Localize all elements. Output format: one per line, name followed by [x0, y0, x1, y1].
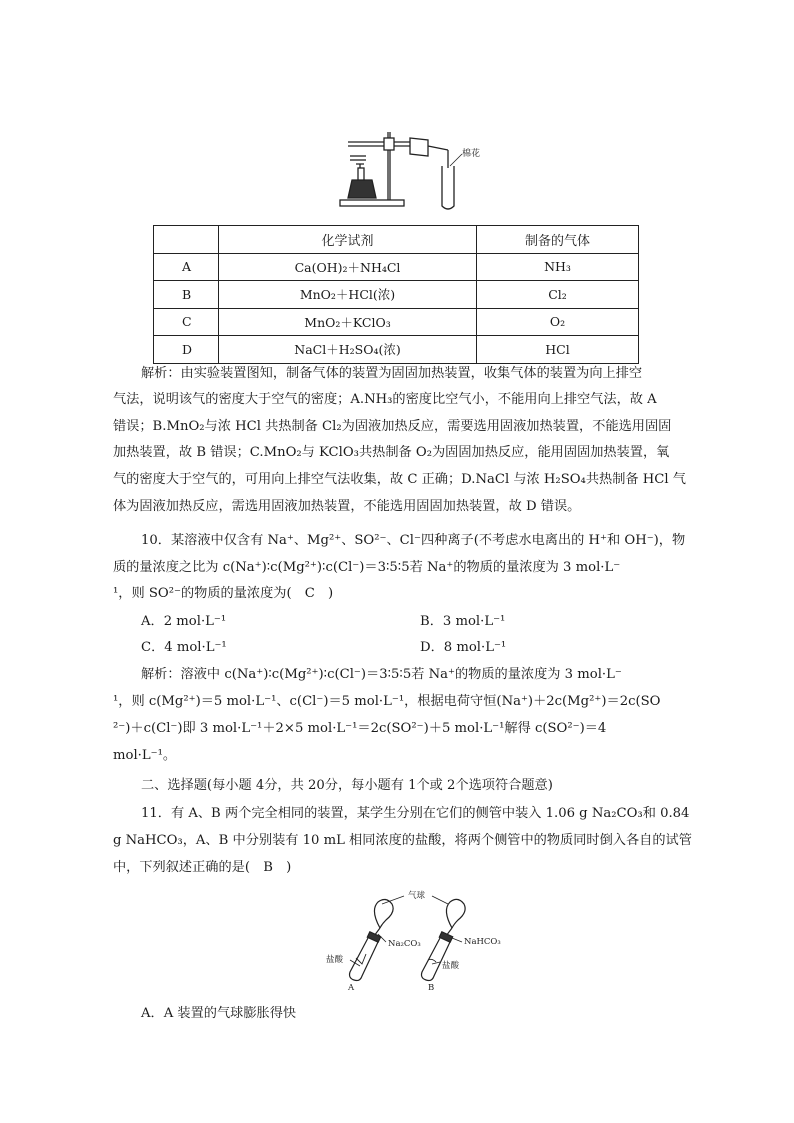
row-option: A: [154, 253, 219, 281]
analysis-line: 体为固液加热反应，需选用固液加热装置，不能选用固固加热装置，故 D 错误。: [113, 499, 581, 514]
row-reagent: MnO₂＋KClO₃: [219, 308, 477, 336]
na2co3-label: Na₂CO₃: [388, 939, 421, 949]
row-gas: HCl: [477, 336, 639, 364]
apparatus-figure-heating: [330, 128, 490, 216]
section-heading: 二、选择题(每小题 4分，共 20分，每小题有 1个或 2个选项符合题意): [141, 778, 553, 793]
analysis-line: 错误；B.MnO₂与浓 HCl 共热制备 Cl₂为固液加热反应，需要选用固液加热装置，不能选用固固: [113, 419, 672, 434]
option-b: B．3 mol·L⁻¹: [420, 614, 506, 629]
analysis-line: ²⁻)＋c(Cl⁻)即 3 mol·L⁻¹＋2×5 mol·L⁻¹＝2c(SO²⁻)＋5 mol·L⁻¹解得 c(SO²⁻)＝4: [113, 721, 607, 736]
acid-label-right: 盐酸: [442, 961, 460, 971]
table-row: [154, 281, 639, 309]
analysis-line: mol·L⁻¹。: [113, 748, 177, 763]
question-line: g NaHCO₃，A、B 中分别装有 10 mL 相同浓度的盐酸，将两个侧管中的物质同时倒入各自的试管: [113, 833, 692, 848]
analysis-line: 加热装置，故 B 错误；C.MnO₂与 KClO₃共热制备 O₂为固固加热反应，能用固固加热装置，氧: [113, 445, 670, 460]
table-row: [154, 336, 639, 364]
header-blank: [154, 226, 219, 254]
reagents-table: [153, 225, 639, 364]
row-reagent: Ca(OH)₂＋NH₄Cl: [219, 253, 477, 281]
analysis-line: 气的密度大于空气的，可用向上排空气法收集，故 C 正确；D.NaCl 与浓 H₂SO₄共热制备 HCl 气: [113, 472, 686, 487]
option-a: A．2 mol·L⁻¹: [141, 614, 227, 629]
tube-label-b: B: [428, 983, 435, 993]
question-line: ¹，则 SO²⁻的物质的量浓度为( C ): [113, 586, 334, 601]
row-option: D: [154, 336, 219, 364]
tube-label-a: A: [348, 983, 355, 993]
question-line: 质的量浓度之比为 c(Na⁺)∶c(Mg²⁺)∶c(Cl⁻)＝3∶5∶5若 Na⁺的物质的量浓度为 3 mol·L⁻: [113, 560, 621, 575]
cotton-label: 棉花: [462, 149, 481, 159]
analysis-line: ¹，则 c(Mg²⁺)＝5 mol·L⁻¹、c(Cl⁻)＝5 mol·L⁻¹，根据电荷守恒(Na⁺)＋2c(Mg²⁺)＝2c(SO: [113, 694, 661, 709]
row-gas: NH₃: [477, 253, 639, 281]
row-gas: O₂: [477, 308, 639, 336]
analysis-line: 气法，说明该气的密度大于空气的密度；A.NH₃的密度比空气小，不能用向上排空气法，故 A: [113, 392, 657, 407]
option-a: A．A 装置的气球膨胀得快: [141, 1006, 297, 1021]
header-gas: 制备的气体: [477, 226, 639, 254]
row-reagent: MnO₂＋HCl(浓): [219, 281, 477, 309]
question-line: 中，下列叙述正确的是( B ): [113, 860, 292, 875]
table-header-row: [154, 226, 639, 254]
analysis-line: 解析：由实验装置图知，制备气体的装置为固固加热装置，收集气体的装置为向上排空: [141, 366, 643, 381]
question-line: 11．有 A、B 两个完全相同的装置，某学生分别在它们的侧管中装入 1.06 g Na₂CO₃和 0.84: [141, 806, 690, 821]
option-c: C．4 mol·L⁻¹: [141, 640, 227, 655]
row-option: B: [154, 281, 219, 309]
row-option: C: [154, 308, 219, 336]
row-reagent: NaCl＋H₂SO₄(浓): [219, 336, 477, 364]
row-gas: Cl₂: [477, 281, 639, 309]
question-line: 10．某溶液中仅含有 Na⁺、Mg²⁺、SO²⁻、Cl⁻四种离子(不考虑水电离出的 H⁺和 OH⁻)，物: [141, 533, 686, 548]
header-reagent: 化学试剂: [219, 226, 477, 254]
analysis-line: 解析：溶液中 c(Na⁺)∶c(Mg²⁺)∶c(Cl⁻)＝3∶5∶5若 Na⁺的物质的量浓度为 3 mol·L⁻: [141, 667, 622, 682]
acid-label-left: 盐酸: [326, 955, 344, 965]
table-row: [154, 308, 639, 336]
option-d: D．8 mol·L⁻¹: [420, 640, 507, 655]
nahco3-label: NaHCO₃: [464, 937, 501, 947]
table-row: [154, 253, 639, 281]
apparatus-figure-balloons: [322, 888, 512, 993]
balloon-label: 气球: [408, 891, 426, 901]
